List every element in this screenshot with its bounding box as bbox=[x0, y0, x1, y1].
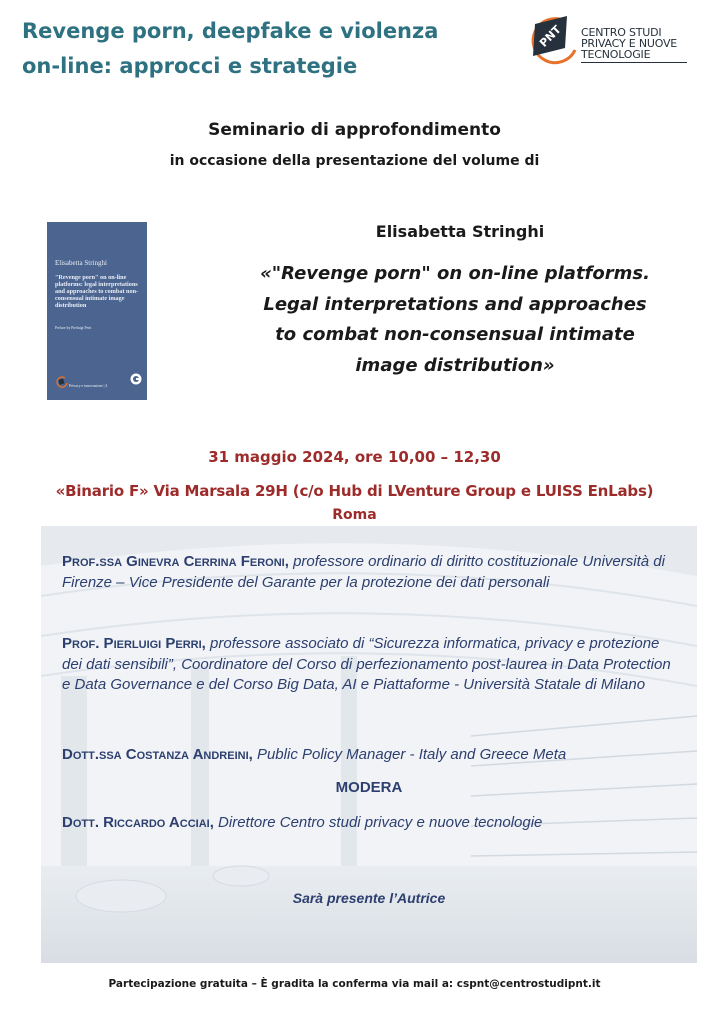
logo-line: CENTRO STUDI bbox=[581, 26, 662, 39]
speaker-role: Direttore Centro studi privacy e nuove tecnologie bbox=[213, 814, 543, 831]
speaker-entry bbox=[62, 813, 682, 834]
pnt-logo-icon bbox=[525, 14, 581, 74]
logo-text bbox=[581, 27, 691, 60]
logo-mark-text: PNT bbox=[536, 22, 564, 50]
book-title: «"Revenge porn" on on-line platforms. Legal interpretations and approaches to combat non-consensual intimate image distribution» bbox=[260, 263, 650, 376]
logo-line: TECNOLOGIE bbox=[581, 48, 651, 61]
registration-footer: Partecipazione gratuita – È gradita la conferma via mail a: cspnt@centrostudipnt.it bbox=[108, 978, 601, 990]
speaker-name: Dott.ssa Costanza Andreini, bbox=[62, 746, 253, 763]
speaker-name: Prof.ssa Ginevra Cerrina Feroni, bbox=[62, 553, 289, 570]
book-author: Elisabetta Stringhi bbox=[375, 222, 545, 241]
cover-title: "Revenge porn" on on-line platforms: legal interpretations and approaches to combat non-consensual intimate image distribution bbox=[55, 274, 139, 309]
cover-author: Elisabetta Stringhi bbox=[55, 259, 107, 267]
speaker-name: Dott. Riccardo Acciai, bbox=[62, 814, 214, 831]
speaker-entry bbox=[62, 552, 682, 593]
logo-underline bbox=[581, 62, 687, 63]
cover-preface: Preface by Pierluigi Perri bbox=[55, 326, 92, 330]
speaker-entry bbox=[62, 634, 682, 696]
library-background-panel bbox=[41, 526, 697, 963]
speaker-entry bbox=[62, 745, 682, 766]
speaker-role: professore ordinario di diritto costituzionale Università di Firenze – Vice Presidente del Garante per la protezione dei dati personali bbox=[62, 553, 665, 591]
moderator-label: MODERA bbox=[335, 779, 403, 796]
event-date: 31 maggio 2024, ore 10,00 – 12,30 bbox=[208, 448, 501, 466]
event-venue: «Binario F» Via Marsala 29H (c/o Hub di LVenture Group e LUISS EnLabs) bbox=[55, 482, 654, 500]
centro-studi-logo bbox=[525, 14, 685, 74]
event-title: Revenge porn, deepfake e violenza on-line: approcci e strategie bbox=[22, 19, 439, 78]
event-city: Roma bbox=[332, 507, 377, 523]
speaker-name: Prof. Pierluigi Perri, bbox=[62, 635, 206, 652]
author-present-note: Sarà presente l’Autrice bbox=[292, 890, 446, 906]
publisher-logo-icon bbox=[130, 373, 142, 385]
logo-line: PRIVACY E NUOVE bbox=[581, 37, 678, 50]
series-logo-icon bbox=[56, 376, 68, 388]
seminar-heading: Seminario di approfondimento bbox=[208, 120, 501, 140]
occasion-subheading: in occasione della presentazione del volume di bbox=[169, 153, 540, 169]
cover-series: Privacy e innovazione | 4 bbox=[69, 384, 108, 388]
book-cover-image bbox=[47, 222, 147, 400]
speaker-role: professore associato di “Sicurezza informatica, privacy e protezione dei dati sensibili”, Coordinatore del Corso di perfezionamento post-laurea in Data Protection e Data Governance e del Corso Big Data, AI e Piattaforme - Università Statale di Milano bbox=[62, 635, 671, 693]
speaker-role: Public Policy Manager - Italy and Greece Meta bbox=[252, 746, 567, 763]
